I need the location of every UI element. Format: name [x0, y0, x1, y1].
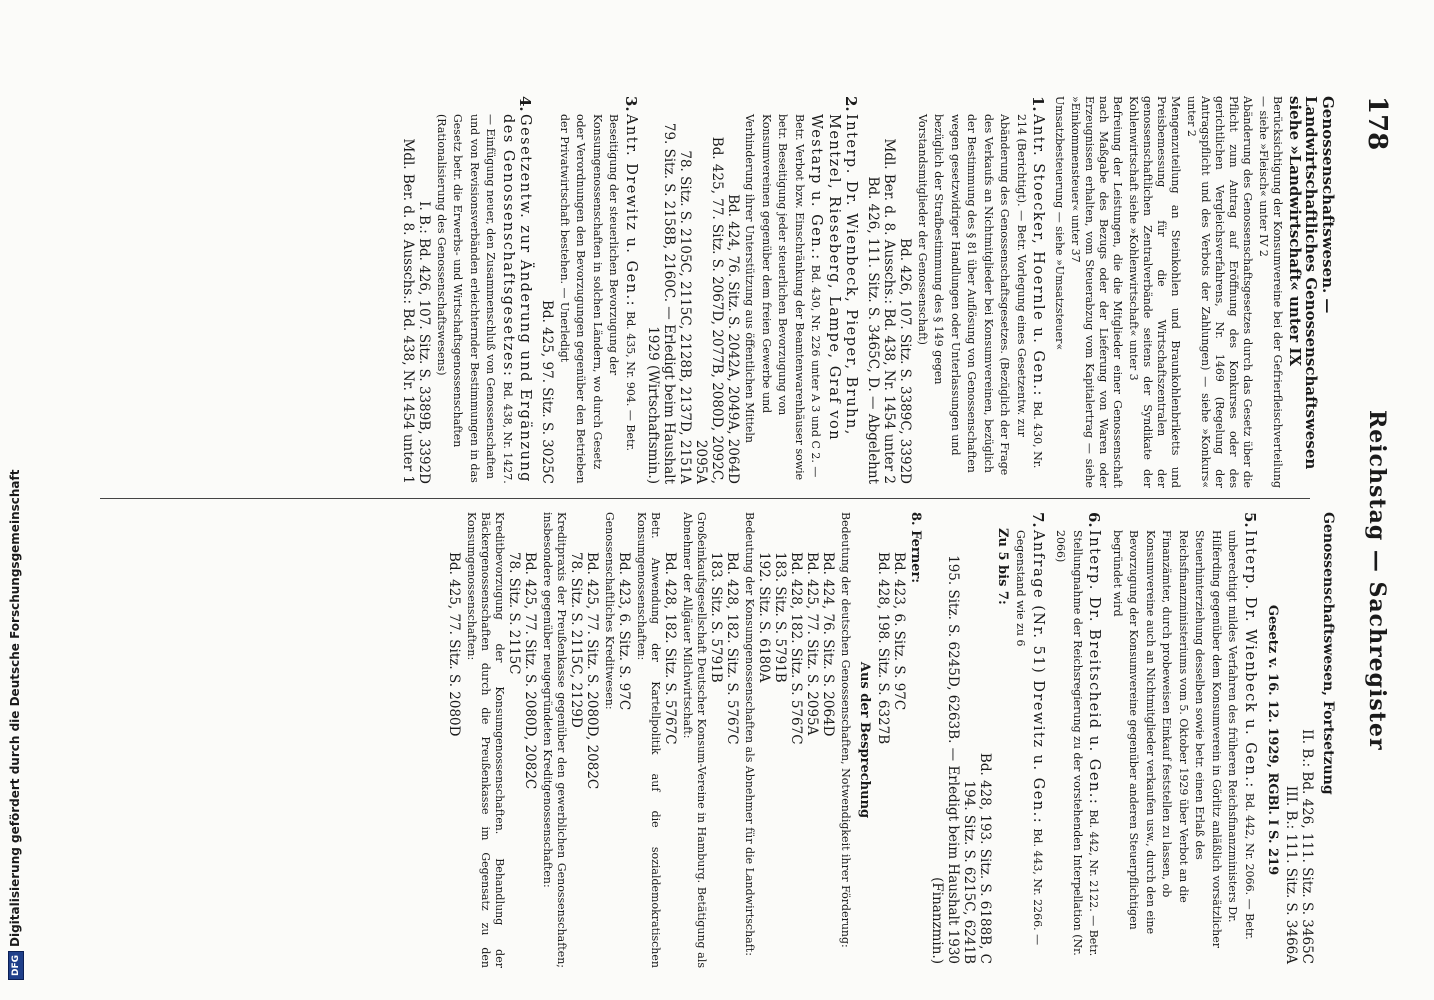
intro-notes — [1053, 96, 1285, 488]
entry-6 — [1052, 512, 1103, 968]
entry-number: 3. — [622, 96, 640, 112]
topic — [507, 512, 569, 968]
running-title: Reichstag — Sachregister — [1364, 410, 1390, 751]
entry-number: 6. — [1085, 512, 1104, 528]
entry-1 — [866, 96, 1047, 488]
intro-note: Mengenzuteilung an Steinkohlen und Braunkohlenbriketts und Preisbemessung für die Wirtschaftszentralen der genossenschaftlichen Zentralverbände seitens der Syndikate der Kohlenwirtschaft siehe »Kohlenwirtschaft« unter 3 — [1127, 96, 1183, 488]
entry-number: 4. — [516, 96, 535, 112]
topic — [569, 512, 617, 968]
digitization-note: Digitalisierung gefördert durch die Deutsche Forschungsgemeinschaft — [8, 469, 22, 947]
entry-lead: Interp. Dr. Wienbeck u. Gen.: — [1242, 530, 1258, 789]
digitization-footer — [4, 20, 26, 1000]
entry-ref: I. B.: Bd. 426, 107. Sitz. S. 3389B, 3392D — [416, 201, 433, 484]
zu-5-bis-7-label: Zu 5 bis 7: — [995, 528, 1010, 605]
topic-ref: 78. Sitz. S. 2115C — [506, 552, 523, 675]
continuation-ref: III. B.: 111. Sitz. S. 3466A — [1283, 785, 1300, 964]
running-header — [1352, 0, 1392, 1000]
topic-title: Kreditbevorzugung der Konsumgenossenschaften. Behandlung der Bäckergenossenschaften durch die Preußenkasse im Gegensatz zu den Konsumgenossenschaften: — [465, 512, 507, 968]
zu-ref: 195. Sitz. S. 6245D, 6263B. — Erledigt beim Haushalt 1930 (Finanzmin.) — [929, 555, 962, 964]
entry-number: 5. — [1241, 512, 1259, 528]
entry-ref: Bd. 425, 97. Sitz. S. 3025C — [539, 300, 556, 484]
entry-number: 1. — [1029, 96, 1048, 112]
topic-ref: Bd. 424, 76. Sitz. S. 2064D — [820, 552, 837, 737]
entry-ref: 79. Sitz. S. 2158B, 2160C. — Erledigt beim Haushalt 1929 (Wirtschaftsmin.) — [645, 122, 677, 484]
topic-ref: 192. Sitz. S. 6180A — [756, 552, 773, 683]
entry-ref: Bd. 426, 107. Sitz. S. 3389C, 3392D — [897, 238, 914, 484]
entry-lead: Interp. Dr. Breitscheid u. Gen.: — [1086, 530, 1103, 806]
topic-ref: Bd. 425, 77. Sitz. S. 2080D, 2082C — [584, 552, 601, 790]
continuation-ref: II. B.: Bd. 426, 111. Sitz. S. 3465C — [1299, 729, 1316, 964]
page-number: 178 — [1362, 96, 1392, 151]
entry-lead: Gesetzentw. zur Änderung und Ergänzung des Genossenschaftsgesetzes: — [500, 114, 534, 483]
entry-ref: Mdl. Ber. d. 8. Ausschs.: Bd. 438, Nr. 1454 unter 1 — [400, 138, 417, 484]
topic-title: Betr. Anwendung der Kartellpolitik auf die sozialdemokratischen Konsumgenossenschaften: — [635, 512, 663, 968]
topic-ref: Bd. 428, 182. Sitz. S. 5767C — [788, 552, 805, 745]
topic — [447, 512, 507, 968]
entry-2 — [645, 96, 860, 488]
entry-text: Bd. 442, Nr. 2122. — Betr. Stellungnahme der Reichsregierung zu der vorstehenden Interpellation (Nr. 2066) — [1054, 530, 1101, 957]
topic-ref: 183. Sitz. S. 5791B — [772, 552, 789, 683]
topic — [709, 512, 757, 968]
entry-text: Bd. 442, Nr. 2066. — Betr. unberechtigt mildes Verfahren des früheren Reichsfinanzministers Dr. Hilferding gegenüber dem Konsumverein in Görlitz anläßlich vorsätzlicher Steuerhinterziehung desselben sowie betr. einen Erlaß des Reichsfinanzministeriums vom 5. Oktober 1929 über Verbot an die Finanzämter, durch probeweisen Einkauf feststellen zu lassen, ob Konsumvereine auch an Nichtmitglieder verkaufen usw., durch den eine Bevorzugung der Konsumvereine gegenüber anderen Steuerpflichtigen begründet wird — [1111, 530, 1256, 949]
column-divider — [100, 498, 1310, 499]
entry-number: 7. — [1029, 512, 1047, 528]
zu-ref: 194. Sitz. S. 6215C, 6241B — [961, 780, 978, 964]
topic-ref: Bd. 428, 182. Sitz. S. 5767C — [724, 552, 741, 745]
zu-5-bis-7 — [930, 512, 1011, 968]
entry-lead: Antr. Stoecker, Hoernle u. Gen.: — [1030, 114, 1047, 397]
ferner-label: 8. Ferner: — [908, 512, 924, 584]
right-column — [447, 512, 1337, 968]
topic-ref: 78. Sitz. S. 2115C, 2129D — [568, 552, 585, 728]
intro-note: Umsatzbesteuerung — siehe »Umsatzsteuer« — [1053, 96, 1067, 351]
topic-title: Genossenschaftliches Kreditwesen: — [603, 512, 617, 710]
entry-ref: Bd. 424, 76. Sitz. S. 2042A, 2049A, 2064D — [725, 194, 741, 484]
entry-lead: Anfrage (Nr. 51) Drewitz u. Gen.: — [1030, 530, 1046, 825]
entry-text: Bd. 438, Nr. 1427. — Einfügung neuer, den Zusammenschluß von Genossenschaften und von Revisionsverbänden erleichternder Bestimmungen in das Gesetz betr. die Erwerbs- und Wirtschaftsgenossenschaften (Rationalisierung des Genossenschaftswesens) — [435, 114, 514, 484]
topic-ref: Bd. 425, 77. Sitz. S. 2080D, 2082C — [522, 552, 539, 790]
intro-note: Abänderung des Genossenschaftsgesetzes durch das Gesetz über die Pflicht zum Antrag auf Eröffnung des Konkurses oder des gerichtlichen Vergleichsverfahrens, Nr. 1469 (Regelung der Antragspflicht und des Verbots der Zahlungen) — siehe »Konkurs« unter 2 — [1185, 96, 1255, 488]
topic — [617, 512, 663, 968]
aus-der-besprechung: Aus der Besprechung — [857, 661, 872, 819]
topic-ref: Bd. 425, 77. Sitz. S. 2095A — [804, 552, 821, 736]
intro-note: Berücksichtigung der Konsumvereine bei der Gefrierfleischverteilung — siehe »Fleisch« unter IV 2 — [1257, 96, 1285, 488]
entry-ref: Bd. 426, 111. Sitz. S. 3465C, D. — Abgelehnt — [865, 176, 882, 484]
intro-note: Befreiung der Leistungen, die die Mitglieder einer Genossenschaft nach Maßgabe des Bezugs oder der Lieferung von Waren oder Erzeugnissen erhalten, vom Steuerabzug vom Kapitalertrag — siehe »Einkommensteuer« unter 37 — [1069, 96, 1125, 488]
entry-ref: Bd. 425, 77. Sitz. S. 2067D, 2077B, 2080D, 2092C, 2095A — [693, 136, 725, 484]
entry-text: Bd. 430, Nr. 226 unter A 3 und C 2. — Betr. Verbot bzw. Einschränkung der Beamtenwarenhäuser sowie betr. Beseitigung jeder steuerlichen Bevorzugung von Konsumvereinen gegenüber dem freien Gewerbe und Verhinderung ihrer Unterstützung aus öffentlichen Mitteln — [743, 114, 823, 481]
entry-lead: Antr. Drewitz u. Gen.: — [623, 114, 639, 308]
gesetz-line: Gesetz v. 16. 12. 1929, RGBl. I S. 219 — [1265, 604, 1281, 876]
topic-title: Bedeutung der deutschen Genossenschaften, Notwendigkeit ihrer Förderung: — [839, 512, 853, 948]
ferner-ref: Bd. 423, 6. Sitz. S. 97C — [891, 552, 907, 711]
dfg-logo: DFG — [8, 951, 24, 980]
section-heading: Genossenschaftswesen. — Landwirtschaftliches Genossenschaftswesen siehe »Landwirtschaft« unter IX — [1286, 96, 1337, 470]
entry-text: Bd. 435, Nr. 904. — Betr. Beseitigung der steuerlichen Bevorzugung der Konsumgenossenschaften in solchen Ländern, wo durch Gesetz oder Verordnungen den Bevorzugungen gegenüber den Betrieben der Privatwirtschaft bestehen. — Unerledigt — [558, 114, 637, 484]
ferner-ref: Bd. 428, 198. Sitz. S. 6327B — [875, 552, 891, 745]
topic-ref: Bd. 423, 6. Sitz. S. 97C — [616, 552, 633, 711]
entry-4 — [401, 96, 534, 488]
left-column — [399, 96, 1337, 488]
topic — [757, 512, 853, 968]
topic-ref: Bd. 425, 77. Sitz. S. 2080D — [446, 552, 463, 737]
entry-number: 2. — [842, 96, 861, 112]
continuation-heading: Genossenschaftswesen, Fortsetzung — [1320, 512, 1336, 795]
entry-7 — [1012, 512, 1046, 968]
entry-text: Bd. 430, Nr. 214 (Berichtigt). — Betr. Vorlegung eines Gesetzentw. zur Abänderung des Genossenschaftsgesetzes. (Bezüglich der Frage des Verkaufs an Nichtmitglieder bei Konsumvereinen, bezüglich der Bestimmung des § 81 über Auflösung von Genossenschaften wegen gesetzwidriger Handlungen oder Unterlassungen und bezüglich der Strafbestimmung des § 149 gegen Vorstandsmitglieder der Genossenschaft) — [916, 114, 1045, 476]
entry-ref: 78. Sitz. S. 2105C, 2115C, 2128B, 2137D, 2151A — [677, 150, 693, 484]
entry-text: Bd. 443, Nr. 2266. — Gegenstand wie zu 6 — [1014, 530, 1044, 946]
topic-title: Großeinkaufsgesellschaft Deutscher Konsum-Vereine in Hamburg. Betätigung als Abnehmer der Allgäuer Milchwirtschaft: — [681, 512, 709, 968]
zu-ref: Bd. 428, 193. Sitz. S. 6188B, C — [977, 752, 994, 964]
entry-5 — [1109, 512, 1259, 968]
topic-title: Bedeutung der Konsumgenossenschaften als Abnehmer für die Landwirtschaft: — [743, 512, 757, 956]
entry-lead: Interp. Dr. Wienbeck, Pieper, Bruhn, Mentzel, Rieseberg, Lampe, Graf von Westarp u. Gen.: — [808, 114, 860, 442]
entry-3 — [540, 96, 640, 488]
topic-ref: 183. Sitz. S. 5791B — [708, 552, 725, 683]
entry-ref: Mdl. Ber. d. 8. Ausschs.: Bd. 438, Nr. 1454 unter 2 — [881, 138, 898, 484]
topic-ref: Bd. 428, 182. Sitz. S. 5767C — [662, 552, 679, 745]
topic — [663, 512, 709, 968]
topic-title: Kreditpraxis der Preußenkasse gegenüber den gewerblichen Genossenschaften; insbesondere gegenüber neugegründeten Kreditgenossenschaften: — [541, 512, 569, 968]
